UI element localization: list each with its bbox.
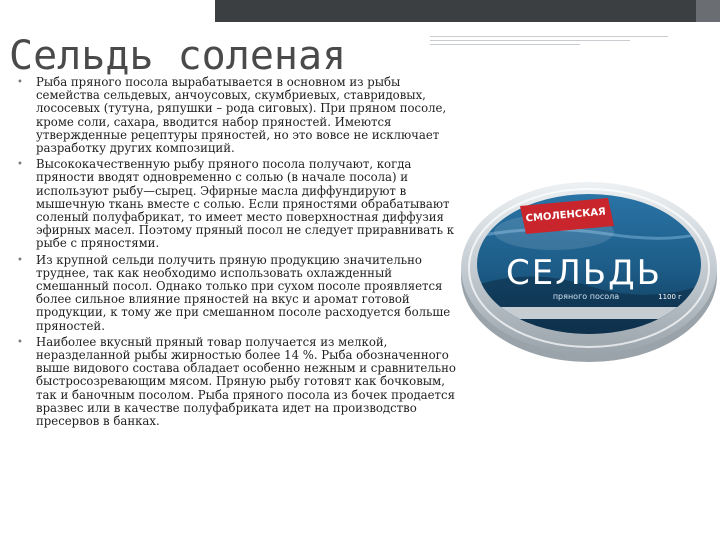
bullet-dot-icon: • (17, 77, 23, 88)
decor-line-3 (430, 44, 580, 45)
bullet-text: Высококачественную рыбу пряного посола получают, когда пряности вводят одновременно с солью (в начале посола) и используют рыбу—сырец. Эфирные масла диффундируют в мышечную ткань вместе с солью. Если пряностями обрабатывают соленый полуфабрикат, то имеет место поверхностная диффузия эфирных масел. Поэтому пряный посол не следует приравнивать к рыбе с пряностями. (36, 157, 455, 251)
bullet-item (14, 254, 464, 333)
bullet-item (14, 336, 464, 428)
product-weight: 1100 г (658, 293, 682, 301)
bullet-text: Наиболее вкусный пряный товар получается из мелкой, неразделанной рыбы жирностью более 14 %. Рыба обозначенного выше видового состава обладает особенно нежным и сравнительно быстросозревающим мясом. Пряную рыбу готовят как бочковым, так и баночным посолом. Рыба пряного посола из бочек продается вразвес или в качестве полуфабриката идет на производство пресервов в банках. (36, 334, 456, 429)
bullet-item (14, 76, 464, 155)
product-subtitle: пряного посола (552, 292, 620, 301)
bullet-item (14, 158, 464, 250)
bullet-dot-icon: • (17, 254, 23, 266)
top-decor-bar (215, 0, 720, 22)
product-brand: СМОЛЕНСКАЯ (525, 206, 607, 225)
product-name: СЕЛЬДЬ (505, 253, 663, 293)
herring-tin-icon (458, 168, 720, 370)
bullet-dot-icon: • (17, 159, 23, 171)
decor-line-1 (430, 36, 668, 37)
decor-line-2 (430, 40, 630, 41)
slide-title: Сельдь соленая (9, 33, 347, 79)
bullet-dot-icon: • (17, 336, 23, 348)
bullet-text: Рыба пряного посола вырабатывается в основном из рыбы семейства сельдевых, анчоусовых, скумбриевых, ставридовых, лососевых (тутуна, ряпушки – рода сиговых). При пряном посоле, кроме соли, сахара, вводится набор пряностей. Имеются утвержденные рецептуры пряностей, но это вовсе не исключает разработку других композиций. (36, 75, 447, 156)
top-decor-accent (696, 0, 720, 22)
bullet-text: Из крупной сельди получить пряную продукцию значительно труднее, так как необходимо использовать охлажденный смешанный посол. Однако только при сухом посоле проявляется более сильное влияние пряностей на вкус и аромат готовой продукции, к тому же при смешанном посоле расходуется больше пряностей. (36, 252, 451, 333)
product-image (458, 168, 720, 370)
bullet-list (14, 76, 464, 431)
